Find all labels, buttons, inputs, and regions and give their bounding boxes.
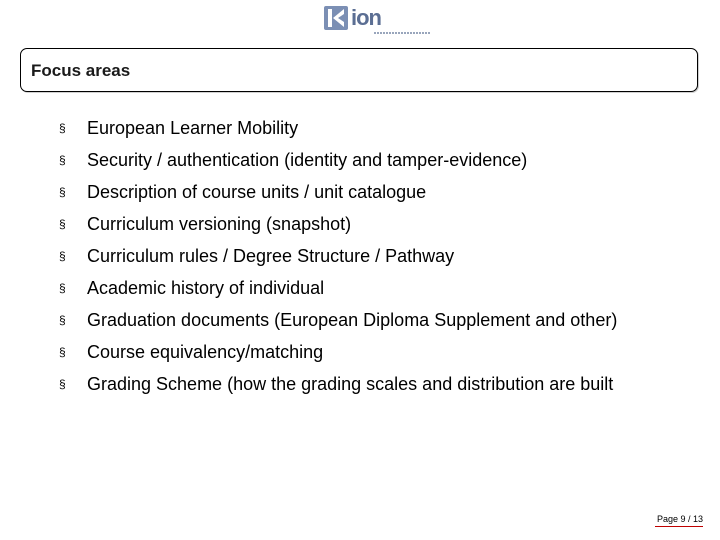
bullet-icon: §	[59, 249, 66, 263]
list-item	[59, 336, 617, 368]
list-item	[59, 304, 617, 336]
header-box	[20, 48, 698, 92]
list-item	[59, 272, 617, 304]
list-item-label: Graduation documents (European Diploma Supplement and other)	[87, 310, 618, 330]
bullet-icon: §	[59, 377, 66, 391]
list-item-label: Curriculum versioning (snapshot)	[87, 214, 352, 234]
list-item-label: Grading Scheme (how the grading scales and distribution are built	[87, 374, 614, 394]
bullet-icon: §	[59, 313, 66, 327]
list-item-label: Course equivalency/matching	[87, 342, 324, 362]
list-item	[59, 368, 617, 400]
bullet-icon: §	[59, 121, 66, 135]
logo-tagline-decoration	[374, 32, 430, 34]
list-item	[59, 144, 617, 176]
list-item-label: Description of course units / unit catalogue	[87, 182, 427, 202]
company-logo	[324, 6, 434, 34]
k-logo-icon	[324, 6, 348, 30]
list-item	[59, 176, 617, 208]
bullet-icon: §	[59, 345, 66, 359]
list-item-label: Security / authentication (identity and tamper-evidence)	[87, 150, 528, 170]
slide-title: Focus areas	[31, 61, 131, 80]
bullet-icon: §	[59, 217, 66, 231]
list-item	[59, 240, 617, 272]
bullet-icon: §	[59, 281, 66, 295]
list-item-label: Academic history of individual	[87, 278, 325, 298]
list-item	[59, 208, 617, 240]
list-item	[59, 112, 617, 144]
logo-wordmark: ion	[351, 5, 381, 30]
bullet-icon: §	[59, 185, 66, 199]
page-number: Page 9 / 13	[656, 514, 703, 524]
bullet-icon: §	[59, 153, 66, 167]
footer-divider	[655, 526, 703, 527]
focus-areas-list	[59, 112, 617, 400]
list-item-label: European Learner Mobility	[87, 118, 299, 138]
list-item-label: Curriculum rules / Degree Structure / Pathway	[87, 246, 455, 266]
